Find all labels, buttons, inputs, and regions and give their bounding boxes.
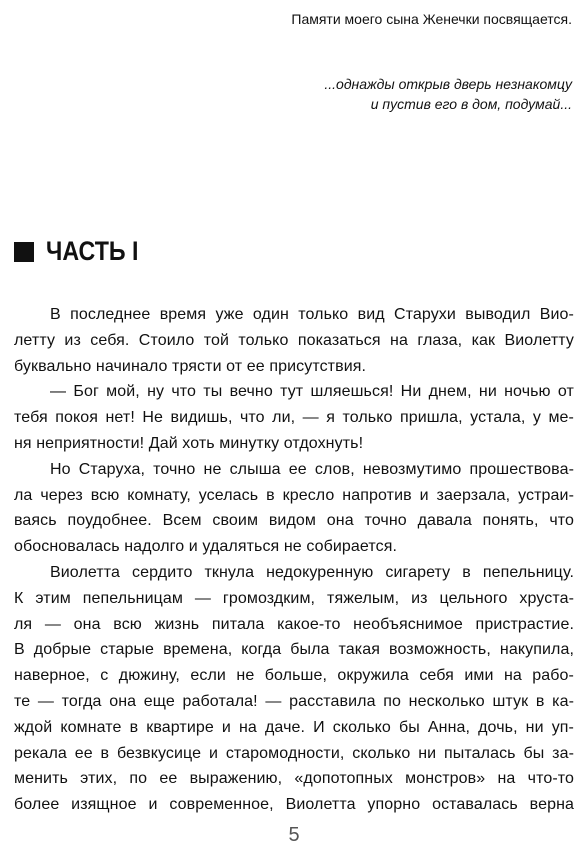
text-line: Но Старуха, точно не слыша ее слов, невозмутимо прошествова- [50, 460, 574, 478]
text-line: ваясь поудобнее. Всем своим видом она точно давала понять, что [14, 512, 574, 530]
text-line: ля — она всю жизнь питала какое-то необъяснимое пристрастие. [14, 615, 574, 633]
page-number: 5 [288, 824, 300, 846]
text-line: летту из себя. Стоило той только показаться на глаза, как Виолетту [14, 331, 574, 349]
epigraph-line: ...однажды открыв дверь незнакомцу [324, 76, 572, 92]
epigraph [324, 74, 572, 114]
dedication: Памяти моего сына Женечки посвящается. [291, 11, 572, 27]
text-line: ждой комнате в квартире и на даче. И сколько бы Анна, дочь, ни уп- [14, 718, 574, 736]
epigraph-line: и пустив его в дом, подумай... [370, 96, 572, 112]
text-line: рекала ее в безвкусице и старомодности, сколько ни пыталась бы за- [14, 744, 574, 762]
chapter-heading [14, 236, 154, 267]
text-line: более изящное и современное, Виолетта упорно оставалась верна [14, 796, 574, 814]
text-line: обосновалась надолго и удаляться не собирается. [14, 538, 398, 556]
body-text [14, 302, 574, 818]
text-line: В последнее время уже один только вид Старухи выводил Вио- [50, 306, 574, 323]
text-line: наверное, с дюжину, если не больше, окружила себя ими на рабо- [14, 667, 574, 685]
text-line: Виолетта сердито ткнула недокуренную сигарету в пепельницу. [50, 563, 574, 581]
text-line: ня неприятности! Дай хоть минутку отдохнуть! [14, 434, 364, 452]
text-line: В добрые старые времена, когда была такая возможность, накупила, [14, 641, 574, 659]
text-line: ла через всю комнату, уселась в кресло напротив и заерзала, устраи- [14, 486, 574, 504]
text-line: буквально начинало трясти от ее присутствия. [14, 357, 367, 375]
text-line: К этим пепельницам — громоздким, тяжелым, из цельного хруста- [14, 589, 574, 607]
text-line: тебя покоя нет! Не видишь, что ли, — я только пришла, устала, у ме- [14, 409, 574, 427]
text-line: — Бог мой, ну что ты вечно тут шляешься! Ни днем, ни ночью от [50, 383, 574, 401]
text-line: менить этих, по ее выражению, «допотопных монстров» на что-то [14, 770, 574, 788]
square-bullet-icon [14, 242, 34, 262]
text-line: те — тогда она еще работала! — расставила по несколько штук в ка- [14, 692, 574, 710]
chapter-title: ЧАСТЬ I [46, 236, 139, 266]
